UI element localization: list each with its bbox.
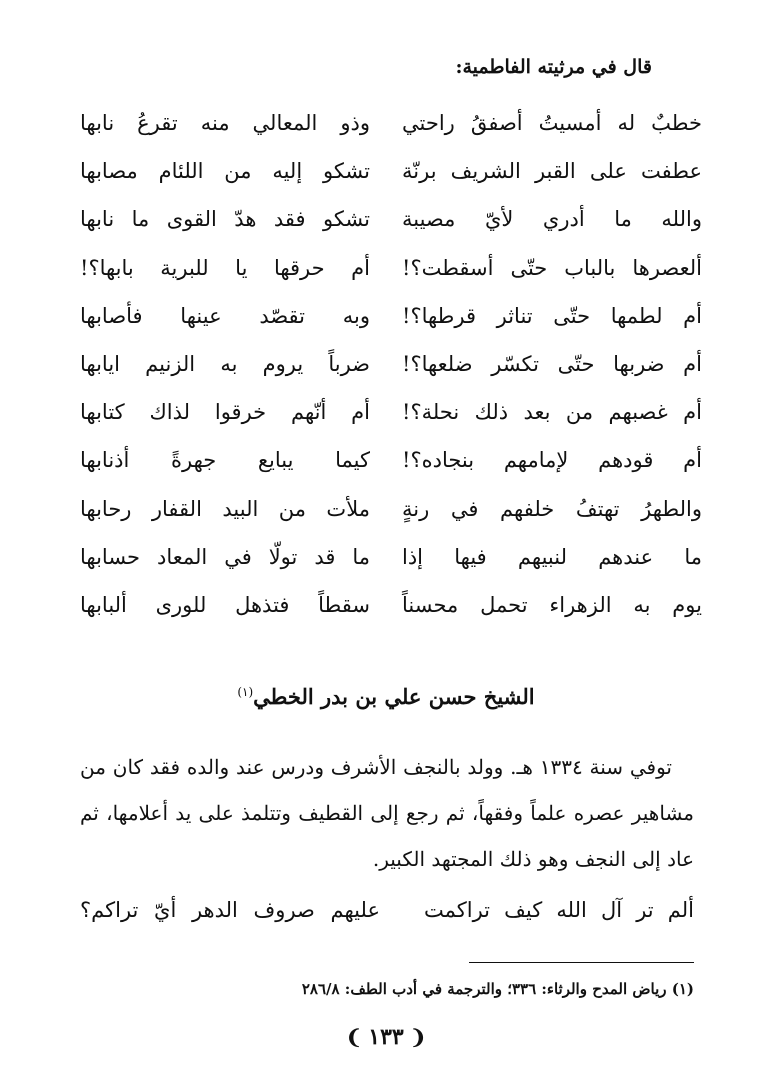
verse-second-hemistich: عليهم صروف الدهر أيّ تراكم؟ [80, 898, 380, 922]
verse-second-hemistich: وبه تقصّد عينها فأصابها [80, 303, 370, 328]
biography-paragraph: توفي سنة ١٣٣٤ هـ. وولد بالنجف الأشرف ودرس عند والده فقد كان من مشاهير عصره علماً وفقهاً، ثم رجع إلى القطيف وتتلمذ على يد أعلامها، ثم عاد إلى النجف وهو ذلك المجتهد الكبير. [80, 755, 694, 871]
verse-row [60, 448, 702, 496]
verse-second-hemistich: تشكو فقد هدّ القوى ما نابها [80, 207, 370, 232]
verse-second-hemistich: كيما يبايع جهرةً أذنابها [80, 448, 370, 473]
final-verse [80, 898, 694, 938]
verse-first-hemistich: ألم تر آل الله كيف تراكمت [424, 898, 694, 922]
verse-row [60, 352, 702, 400]
verse-row [60, 545, 702, 593]
verse-second-hemistich: أم أنّهم خرقوا لذاك كتابها [80, 400, 370, 425]
verse-first-hemistich: أم لطمها حتّى تناثر قرطها؟! [402, 303, 702, 328]
page-number: ١٣٣ [368, 1024, 404, 1050]
verse-second-hemistich: تشكو إليه من اللئام مصابها [80, 159, 370, 184]
ornament-right-icon: ❩ [409, 1025, 427, 1049]
verse-row [60, 159, 702, 207]
verse-second-hemistich: سقطاً فتذهل للورى ألبابها [80, 592, 370, 617]
heading-text: الشيخ حسن علي بن بدر الخطي [253, 684, 535, 709]
section-heading [0, 684, 772, 709]
verse-row [60, 593, 702, 641]
ornament-left-icon: ❨ [345, 1025, 363, 1049]
verse-row [60, 497, 702, 545]
verse-second-hemistich: ملأت من البيد القفار رحابها [80, 496, 370, 521]
verse-first-hemistich: والله ما أدري لأيّ مصيبة [402, 207, 702, 232]
verse-first-hemistich: ألعصرها بالباب حتّى أسقطت؟! [402, 255, 702, 280]
intro-line: قال في مرثيته الفاطمية: [455, 56, 652, 78]
verse-second-hemistich: وذو المعالي منه تقرعُ نابها [80, 111, 370, 135]
verse-first-hemistich: خطبٌ له أمسيتُ أصفقُ راحتي [402, 111, 702, 135]
verse-second-hemistich: ما قد تولّا في المعاد حسابها [80, 544, 370, 569]
heading-footnote-marker: (١) [237, 685, 254, 699]
verse-row [60, 111, 702, 159]
verse-first-hemistich: أم غصبهم من بعد ذلك نحلة؟! [402, 400, 702, 425]
poem [60, 111, 702, 641]
verse-first-hemistich: يوم به الزهراء تحمل محسناً [402, 592, 702, 617]
footnote-rule [469, 962, 694, 963]
verse-row [60, 256, 702, 304]
verse-row [60, 304, 702, 352]
verse-second-hemistich: ضرباً يروم به الزنيم ايابها [80, 351, 370, 376]
page-number-block [0, 1024, 772, 1050]
verse-first-hemistich: أم ضربها حتّى تكسّر ضلعها؟! [402, 351, 702, 376]
verse-row [60, 207, 702, 255]
verse-second-hemistich: أم حرقها يا للبرية بابها؟! [80, 255, 370, 280]
verse-first-hemistich: والطهرُ تهتفُ خلفهم في رنةٍ [402, 496, 702, 521]
biography [80, 744, 694, 882]
footnote: (١) رياض المدح والرثاء: ٣٣٦؛ والترجمة في أدب الطف: ٢٨٦/٨ [301, 980, 694, 998]
verse-first-hemistich: عطفت على القبر الشريف برنّة [402, 159, 702, 184]
verse-first-hemistich: ما عندهم لنبيهم فيها إذا [402, 544, 702, 569]
verse-first-hemistich: أم قودهم لإمامهم بنجاده؟! [402, 448, 702, 473]
verse-row [60, 400, 702, 448]
